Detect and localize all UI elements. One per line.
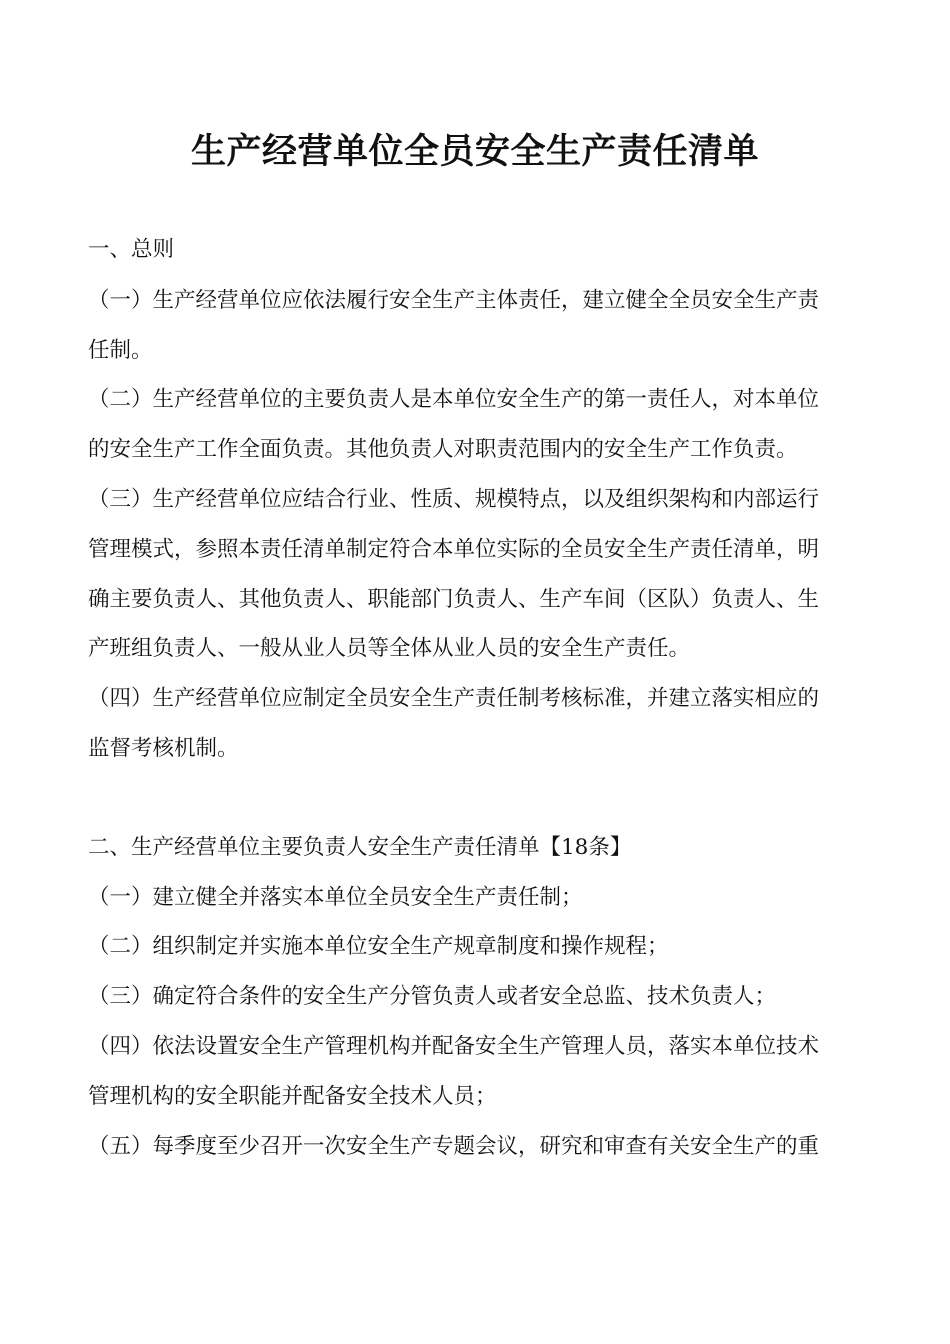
section2-line: （三）确定符合条件的安全生产分管负责人或者安全总监、技术负责人； <box>88 984 777 1009</box>
section1-line: 任制。 <box>88 338 153 363</box>
section1-line: 监督考核机制。 <box>88 736 239 761</box>
document-title: 生产经营单位全员安全生产责任清单 <box>190 132 759 172</box>
section2-line: （五）每季度至少召开一次安全生产专题会议，研究和审查有关安全生产的重 <box>88 1134 820 1159</box>
section2-line: （二）组织制定并实施本单位安全生产规章制度和操作规程； <box>88 934 669 959</box>
section2-line: 管理机构的安全职能并配备安全技术人员； <box>88 1084 497 1109</box>
section1-line: 确主要负责人、其他负责人、职能部门负责人、生产车间（区队）负责人、生 <box>88 587 820 612</box>
section1-line: 的安全生产工作全面负责。其他负责人对职责范围内的安全生产工作负责。 <box>88 437 798 462</box>
section1-line: （一）生产经营单位应依法履行安全生产主体责任，建立健全全员安全生产责 <box>88 288 820 313</box>
section2-heading: 二、生产经营单位主要负责人安全生产责任清单【18条】 <box>88 835 632 860</box>
section1-line: （二）生产经营单位的主要负责人是本单位安全生产的第一责任人，对本单位 <box>88 387 820 412</box>
section1-line: 管理模式，参照本责任清单制定符合本单位实际的全员安全生产责任清单，明 <box>88 537 820 562</box>
section1-line: （三）生产经营单位应结合行业、性质、规模特点，以及组织架构和内部运行 <box>88 487 820 512</box>
section1-heading: 一、总则 <box>88 237 175 262</box>
section2-line: （一）建立健全并落实本单位全员安全生产责任制； <box>88 885 583 910</box>
section1-line: 产班组负责人、一般从业人员等全体从业人员的安全生产责任。 <box>88 636 691 661</box>
section2-line: （四）依法设置安全生产管理机构并配备安全生产管理人员，落实本单位技术 <box>88 1034 820 1059</box>
section1-line: （四）生产经营单位应制定全员安全生产责任制考核标准，并建立落实相应的 <box>88 686 820 711</box>
